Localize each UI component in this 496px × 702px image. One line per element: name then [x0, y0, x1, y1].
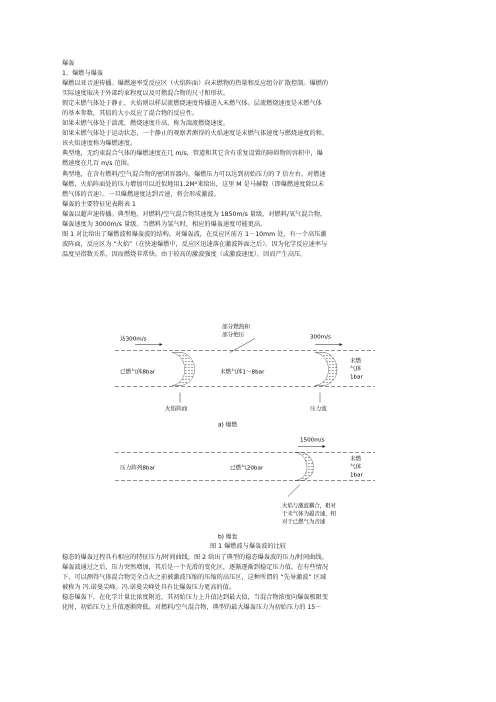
subfigure-b-caption: b) 爆轰 [218, 534, 238, 541]
main-text [62, 59, 434, 260]
coupling-note: 对于已燃气为音速 [282, 519, 326, 526]
paragraph-line: 实际速度取决于外部约束程度以及可燃混合物的尺寸和形状。 [62, 90, 230, 98]
detonation-diagram [115, 438, 375, 541]
pressure-wave-label: 压力波 [310, 406, 327, 413]
heat-label-2: 部分绝压 [222, 332, 245, 339]
paragraph-line: 该火焰速度称为爆燃速度。 [62, 140, 137, 148]
paragraph-line: 爆轰速度为 3000m/s 量级。当燃料为氢气时，相应的爆轰速度可能更高。 [62, 220, 267, 228]
section-title: 1、爆燃与爆轰 [62, 70, 104, 78]
subfigure-a-caption: a) 爆燃 [218, 422, 238, 429]
paragraph-line: 被称为 冯.诺曼尖峰。冯.诺曼尖峰处具有比爆轰压力更高的值。 [62, 584, 235, 592]
paragraph-line: 如果未燃气体处于湍流，燃烧速度升高，称为湍流燃烧速度。 [62, 120, 230, 128]
burnt-gas-label: 已燃气体8bar [120, 369, 156, 376]
unburnt-label: 未燃 [350, 456, 362, 463]
paragraph-line: 下，可以测得气体混合物完全点火之前被激波压缩的压缩的高压区，这种所谓的 “先导激波” 区域 [62, 574, 327, 582]
main-text-continued [62, 553, 434, 613]
coupling-note: 于未气体为超音速，相 [282, 511, 336, 518]
paragraph-line: 化时，初始压力上升值逐渐降低。对燃料/空气混合物，典型的最大爆轰压力为初始压力的 15－ [62, 604, 322, 612]
flame-front-label: 火焰阵面 [165, 406, 188, 413]
unburnt-right-label: 1bar [350, 374, 363, 381]
paragraph-line: 典型地，无约束混合气体的爆燃速度在几 m/s，管道和其它含有重复设置的障碍物的容积中，爆 [62, 150, 323, 158]
detonation-speed-label: 1500m/s [300, 437, 325, 444]
paragraph-line: 爆轰的主要特征见表附表 1 [62, 200, 136, 208]
figure-caption: 图 1 爆燃波与爆轰波的比较 [210, 543, 286, 550]
paragraph-line: 稳态的爆轰过程具有相应的特征压力/时间曲线，图 2 给出了典型的稳态爆轰波的压力/时间曲线。 [62, 554, 328, 561]
unburnt-right-label: 未燃 [350, 358, 362, 365]
coupling-note: 火焰与激波耦合，相对 [282, 503, 336, 510]
heading: 爆轰 [62, 60, 75, 67]
paragraph-line: 燃气体的音速）。一旦爆燃速度达到音速，将会形成激波。 [62, 190, 220, 198]
unburnt-label: 1bar [350, 472, 363, 479]
paragraph-line: 燃速度在几百 m/s 范围。 [62, 160, 133, 168]
paragraph-line: 爆轰波通过之后，压力突然增加，其后是一个光滑的变化区，逐渐逐渐到稳定压力值。在有些情况 [62, 564, 329, 572]
pressure-front-label: 压力阵列8bar [120, 465, 156, 472]
paragraph-line: 稳态爆轰下，在化学计量比浓度附近，其初始压力上升值达到最大值，当混合物浓度向爆轰极限变 [62, 594, 329, 602]
speed-left-label: 达300m/s [120, 336, 147, 343]
paragraph-line: 波阵面，反应区为 “火焰”（在快速爆燃中，反应区迅速落在激波阵面之后）。因为化学反应速率与 [62, 240, 328, 248]
paragraph-line: 典型地，在含有燃料/空气混合物的密闭容器内，爆燃压力可以达到初始压力的 7 倍左右。对燃速 [62, 170, 326, 178]
unburnt-mid-label: 未燃气体1～8bar [220, 369, 265, 376]
paragraph-line: 假定未燃气体处于静止，火焰则以样层流燃烧速度传播进入未燃气体。层流燃烧速度是未燃气体 [62, 100, 322, 108]
deflagration-diagram [115, 323, 375, 429]
paragraph-line: 爆燃，火焰阵面处的压力增加可以近似地用1.2M²来给出，这里 M 是马赫数（即爆燃速度除以未 [62, 180, 325, 188]
paragraph-line: 温度呈指数关系，因而燃烧非常快。由于较高的激波强度（或激波速度），因而产生高压。 [62, 250, 307, 258]
speed-right-label: 300m/s [310, 334, 331, 341]
paragraph-line: 图 1 对比给出了爆燃波和爆轰波的结构。对爆轰波，在反应区前方 1－10mm 处，有一个高压激 [62, 230, 327, 238]
paragraph-line: 的基本参数，其值的大小反应了混合物的反应性。 [62, 110, 199, 118]
unburnt-label: 气体 [350, 464, 362, 471]
paragraph-line: 爆轰以超声速传播。典型地，对燃料/空气混合物其速度为 1850m/s 量级，对燃料/氧气混合物， [62, 210, 327, 218]
paragraph-line: 爆燃以亚音速传播。爆燃速率受反应区（火焰阵面）向未燃物的热量和反应组分扩散控制。爆燃的 [62, 80, 329, 88]
flame-front-shape [172, 353, 195, 386]
figure-1-diagram [110, 324, 410, 548]
unburnt-right-label: 气体 [350, 366, 362, 373]
heat-label: 部分燃热和 [222, 324, 250, 331]
paragraph-line: 如果未燃气体处于运动状态，一个静止的观察者测得的火焰速度是未燃气体速度与燃烧速度的和， [62, 130, 329, 138]
burnt-gas-label: 已燃气20bar [230, 465, 264, 472]
detonation-front-shape [295, 453, 314, 481]
pressure-wave-shape [315, 353, 337, 386]
